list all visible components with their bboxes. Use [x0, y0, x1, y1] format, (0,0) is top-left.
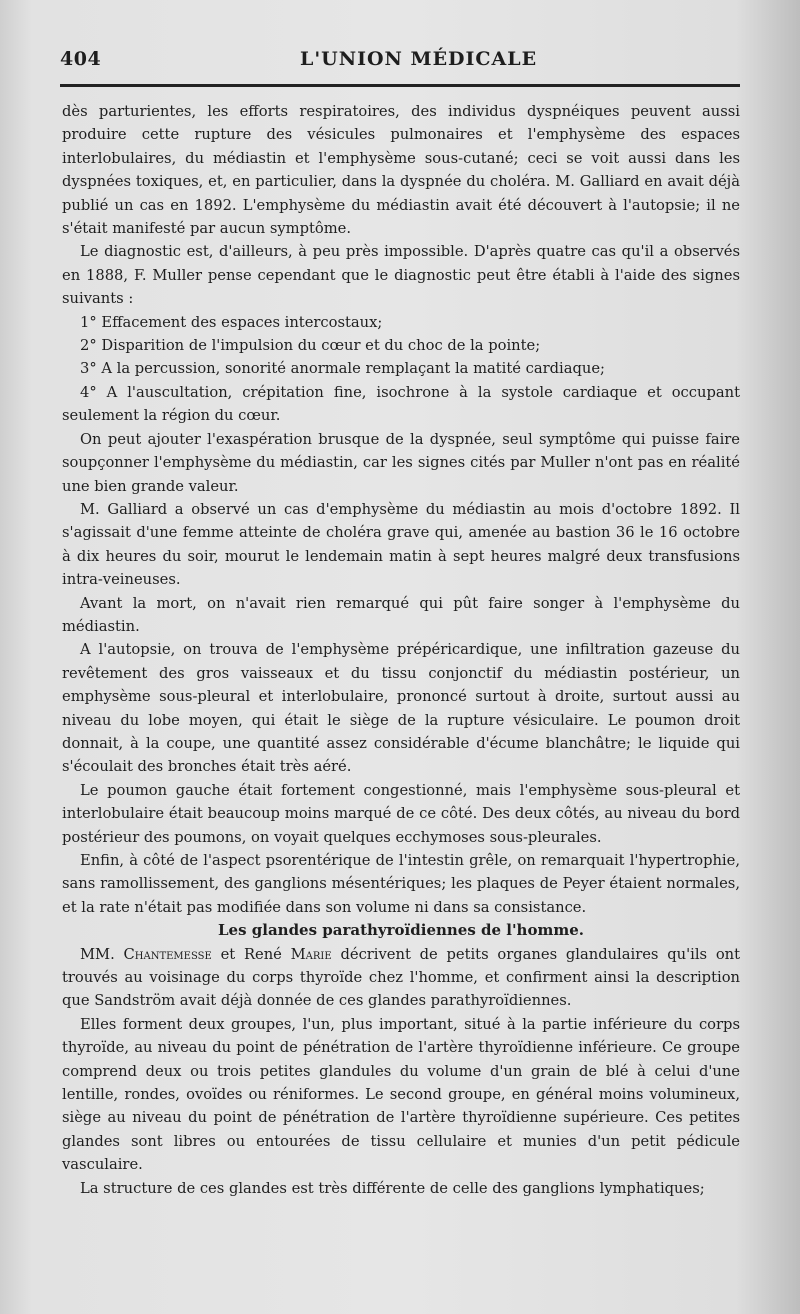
list-item: 3° A la percussion, sonorité anormale remplaçant la matité cardiaque;	[80, 360, 605, 378]
list-item: 4° A l'auscultation, crépitation fine, isochrone à la systole cardiaque et occupant seulement la région du cœur.	[62, 383, 740, 425]
paragraph: Le poumon gauche était fortement congestionné, mais l'emphysème sous-pleural et interlobulaire était beaucoup moins marqué de ce côté. Des deux côtés, au niveau du bord postérieur des poumons, on voyait quelques ecchymoses sous-pleurales.	[62, 781, 740, 846]
header-rule	[60, 84, 740, 87]
running-title: L'UNION MÉDICALE	[300, 48, 538, 70]
paragraph: On peut ajouter l'exaspération brusque de la dyspnée, seul symptôme qui puisse faire soupçonner l'emphysème du médiastin, car les signes cités par Muller n'ont pas en réalité une bien grande valeur.	[62, 430, 740, 495]
section-title: Les glandes parathyroïdiennes de l'homme.	[218, 921, 584, 940]
author-name: Chantemesse	[123, 945, 212, 963]
paragraph: dès parturientes, les efforts respiratoires, des individus dyspnéiques peuvent aussi produire cette rupture des vésicules pulmonaires et l'emphysème des espaces interlobulaires, du médiastin et l'emphysème sous-cutané; ceci se voit aussi dans les dyspnées toxiques, et, en particulier, dans la dyspnée du choléra. M. Galliard en avait déjà publié un cas en 1892. L'emphysème du médiastin avait été découvert à l'autopsie; il ne s'était manifesté par aucun symptôme.	[62, 103, 740, 238]
author-name: Marie	[290, 945, 332, 963]
paragraph	[62, 943, 740, 1013]
paragraph-text: et René	[220, 945, 282, 963]
article-body	[62, 100, 740, 1200]
paragraph: Le diagnostic est, d'ailleurs, à peu près impossible. D'après quatre cas qu'il a observés en 1888, F. Muller pense cependant que le diagnostic peut être établi à l'aide des signes suivants :	[62, 243, 740, 308]
paragraph: Enfin, à côté de l'aspect psorentérique de l'intestin grêle, on remarquait l'hypertrophie, sans ramollissement, des ganglions mésentériques; les plaques de Peyer étaient normales, et la rate n'était pas modifiée dans son volume ni dans sa consistance.	[62, 852, 740, 916]
list-item: 2° Disparition de l'impulsion du cœur et du choc de la pointe;	[80, 337, 541, 355]
list-item: 1° Effacement des espaces intercostaux;	[80, 313, 383, 331]
paragraph: M. Galliard a observé un cas d'emphysème du médiastin au mois d'octobre 1892. Il s'agissait d'une femme atteinte de choléra grave qui, amenée au bastion 36 le 16 octobre à dix heures du soir, mourut le lendemain matin à sept heures malgré deux transfusions intra-veineuses.	[62, 500, 740, 589]
page-number: 404	[60, 48, 102, 70]
page-header	[60, 48, 740, 76]
paragraph: La structure de ces glandes est très différente de celle des ganglions lymphatiques;	[80, 1179, 705, 1197]
paragraph-lead: MM.	[80, 945, 115, 963]
paragraph: Elles forment deux groupes, l'un, plus important, situé à la partie inférieure du corps thyroïde, au niveau du point de pénétration de l'artère thyroïdienne inférieure. Ce groupe comprend deux ou trois petites glandules du volume d'un grain de blé à celui d'une lentille, rondes, ovoïdes ou réniformes. Le second groupe, en général moins volumineux, siège au niveau du point de pénétration de l'artère thyroïdienne supérieure. Ces petites glandes sont libres ou entourées de tissu cellulaire et munies d'un petit pédicule vasculaire.	[62, 1015, 740, 1174]
paragraph: Avant la mort, on n'avait rien remarqué qui pût faire songer à l'emphysème du médiastin.	[62, 594, 740, 635]
paragraph: A l'autopsie, on trouva de l'emphysème prépéricardique, une infiltration gazeuse du revêtement des gros vaisseaux et du tissu conjonctif du médiastin postérieur, un emphysème sous-pleural et interlobulaire, prononcé surtout à droite, surtout aussi au niveau du lobe moyen, qui était le siège de la rupture vésiculaire. Le poumon droit donnait, à la coupe, une quantité assez considérable d'écume blanchâtre; le liquide qui s'écoulait des bronches était très aéré.	[62, 641, 740, 776]
paragraph-text: décrivent de petits organes glandulaires qu'ils ont trouvés au voisinage du corps thyroïde chez l'homme, et confirment ainsi la description que Sandström avait déjà donnée de ces glandes parathyroïdiennes.	[62, 945, 741, 1010]
